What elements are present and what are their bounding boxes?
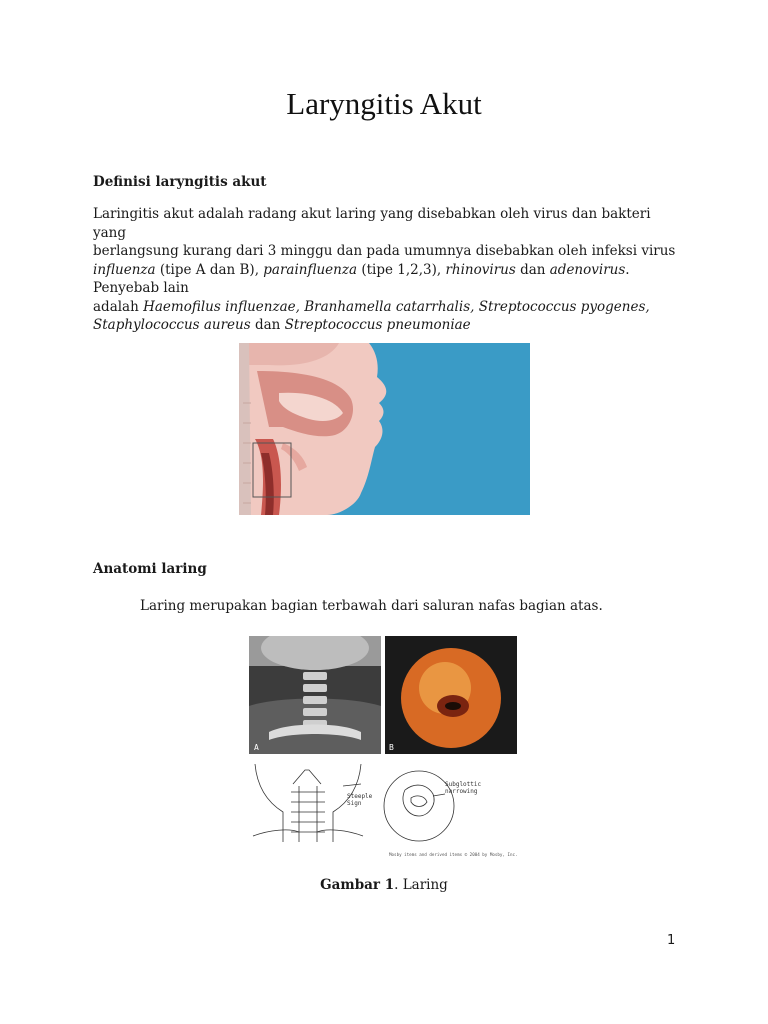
anatomy-sentence: Laring merupakan bagian terbawah dari saluran nafas bagian atas. bbox=[140, 598, 603, 614]
document-title: Laryngitis Akut bbox=[286, 86, 482, 121]
italic-term: Staphylococcus aureus bbox=[93, 317, 251, 333]
para-line: Staphylococcus aureus dan Streptococcus pneumoniae bbox=[93, 317, 471, 333]
italic-term: influenza bbox=[93, 261, 156, 278]
steeple-sign-label: Steeple Sign bbox=[347, 793, 373, 807]
figure-caption: Gambar 1. Laring bbox=[320, 877, 448, 893]
panel-label-b: B bbox=[389, 743, 394, 752]
para-line: influenza (tipe A dan B), parainfluenza (tipe 1,2,3), rhinovirus dan adenovirus. Penyebab lain bbox=[93, 261, 630, 296]
para-line: berlangsung kurang dari 3 minggu dan pada umumnya disebabkan oleh infeksi virus bbox=[93, 243, 676, 259]
italic-term: rhinovirus bbox=[445, 261, 516, 278]
endoscopy-panel bbox=[385, 636, 517, 754]
page-number: 1 bbox=[667, 933, 676, 948]
subglottic-drawing-panel bbox=[384, 771, 454, 841]
subglottic-narrowing-label: Subglottic narrowing bbox=[445, 781, 482, 795]
italic-term: adenovirus bbox=[549, 261, 626, 278]
larynx-sagittal-illustration bbox=[239, 343, 530, 515]
panel-label-a: A bbox=[254, 743, 259, 752]
definition-paragraph bbox=[93, 205, 683, 335]
section-heading-anatomi: Anatomi laring bbox=[93, 561, 207, 577]
italic-term: parainfluenza bbox=[263, 261, 358, 278]
larynx-figure-panels bbox=[249, 636, 529, 860]
italic-term: Streptococcus pneumoniae bbox=[284, 317, 471, 333]
xray-panel bbox=[249, 636, 381, 754]
section-heading-definisi: Definisi laryngitis akut bbox=[93, 174, 267, 190]
italic-term: Haemofilus influenzae, Branhamella catarrhalis, Streptococcus pyogenes, bbox=[143, 298, 650, 315]
para-line: Laringitis akut adalah radang akut laring yang disebabkan oleh virus dan bakteri yang bbox=[93, 206, 651, 241]
para-line: adalah Haemofilus influenzae, Branhamella catarrhalis, Streptococcus pyogenes, bbox=[93, 298, 650, 315]
figure-credit: Mosby items and derived items © 2004 by Mosby, Inc. bbox=[389, 852, 518, 857]
